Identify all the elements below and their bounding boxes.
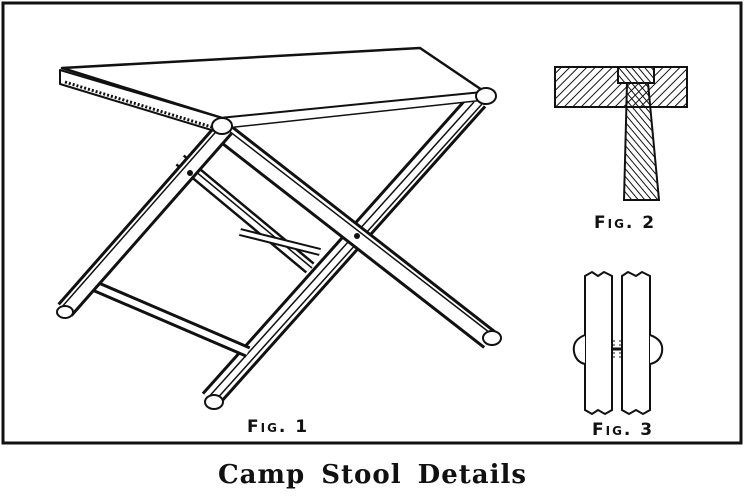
fig2-label: Fig. 2: [594, 213, 657, 233]
seat-rail-end-left: [212, 118, 232, 134]
fig2-section-drawing: [555, 67, 687, 200]
fig1-stool-drawing: [57, 48, 501, 409]
fig3-hinge-drawing: [574, 272, 663, 414]
plate-caption: Camp Stool Details: [217, 460, 528, 490]
pivot-bolt-right: [354, 233, 360, 239]
stool-leg-back-left: [57, 126, 225, 318]
stool-crossbar-front: [92, 285, 248, 352]
pivot-bolt-left: [187, 170, 193, 176]
fig1-label: Fig. 1: [247, 417, 310, 437]
seat-rail-end-right: [476, 88, 496, 104]
fig3-label: Fig. 3: [592, 420, 655, 440]
